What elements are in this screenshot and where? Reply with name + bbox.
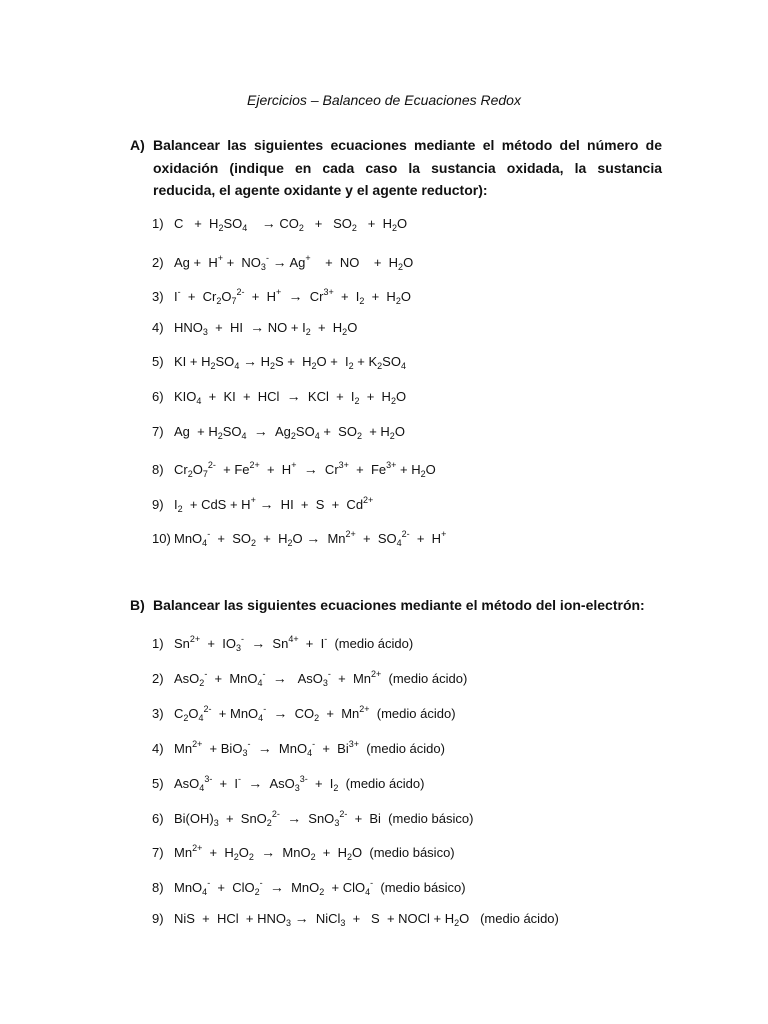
equation-formula: $I_2$ + CdS + H+ → HI + $S + Cd^{2+}$	[174, 494, 374, 514]
equation-formula: $MnO_4^- + SO_2 + H_2O \to Mn^{2+} + SO_4^{2-} + H^+$	[174, 529, 447, 549]
equation-number: 4)	[152, 740, 164, 756]
equation-formula: KI + $H_2SO_4 \to H_2S + H_2O + I_2 + K_2SO_4$	[174, 353, 406, 372]
equation-number: 5)	[152, 775, 164, 791]
section-a-equation-4	[152, 318, 357, 341]
equation-formula: $Mn^{2+} + H_2O_2 \to MnO_2 + H_2O$ (medio básico)	[174, 843, 455, 863]
section-b-equation-7	[152, 839, 455, 866]
equation-number: 2)	[152, 670, 164, 686]
equation-number: 6)	[152, 389, 164, 404]
equation-number: 8)	[152, 462, 164, 478]
equation-formula: NiS + HCl + $HNO_3$ → NiCl$_3$ + S + NOCl + $H_2O$ (medio ácido)	[174, 910, 559, 929]
section-a-heading	[130, 134, 662, 202]
section-b-equation-5	[152, 770, 424, 797]
equation-formula: $Mn^{2+} + BiO_3^- \to MnO_4^- + Bi^{3+}$ (medio ácido)	[174, 738, 445, 758]
equation-number: 7)	[152, 423, 164, 439]
section-a-instructions: Balancear las siguientes ecuaciones mediante el método del número de oxidación (indique en cada caso la sustancia oxidada, la sustancia reducida, el agente oxidante y el agente reductor):	[153, 137, 662, 198]
section-b-equation-9	[152, 909, 559, 932]
equation-formula: $Cr_2O_7^{2-} + Fe^{2+} + H^+ \to Cr^{3+} + Fe^{3+} + H_2O$	[174, 460, 436, 480]
equation-number: 3)	[152, 289, 164, 305]
equation-number: 2)	[152, 254, 164, 270]
equation-formula: $AsO_2^- + MnO_4^- \to AsO_3^- + Mn^{2+}$ (medio ácido)	[174, 668, 468, 688]
equation-formula: $I^- + Cr_2O_7^{2-} + H^+ \to Cr^{3+} + I_2 + H_2O$	[174, 287, 411, 307]
equation-formula: $HNO_3$ + HI → NO + $I_2 + H_2O$	[174, 318, 358, 337]
equation-number: 8)	[152, 880, 164, 896]
equation-formula: $Ag + H_2SO_4 \to Ag_2SO_4 + SO_2 + H_2O$	[174, 422, 405, 441]
section-a-equation-10	[152, 525, 446, 552]
equation-formula: $C + H_2SO_4$ → $CO_2 + SO_2 + H_2O$	[174, 215, 408, 233]
equation-formula: $Sn^{2+} + IO_3^- \to Sn^{4+} + I^-$ (medio ácido)	[174, 634, 414, 653]
section-b-equation-2	[152, 665, 467, 692]
section-b-equation-8	[152, 874, 466, 901]
section-b-letter: B)	[130, 597, 145, 613]
section-a-equation-5	[152, 352, 406, 375]
equation-number: 10)	[152, 531, 171, 547]
equation-number: 4)	[152, 319, 164, 335]
equation-number: 5)	[152, 354, 164, 370]
equation-number: 3)	[152, 705, 164, 721]
equation-formula: $AsO_4^{3-} + I^- \to AsO_3^{3-} + I_2$ (medio ácido)	[174, 773, 425, 793]
section-a-letter: A)	[130, 137, 145, 153]
equation-formula: $C_2O_4^{2-} + MnO_4^- \to CO_2 + Mn^{2+}$ (medio ácido)	[174, 703, 456, 723]
section-a-equation-7	[152, 422, 405, 445]
equation-formula: MnO$_4$- + ClO$_2$- → MnO$_2$ + ClO$_4$- (medio básico)	[174, 878, 466, 898]
equation-formula: $KIO_4$ + KI + HCl → KCl + $I_2 + H_2O$	[174, 388, 407, 406]
section-a-equation-8	[152, 456, 436, 483]
equation-number: 9)	[152, 496, 164, 512]
section-b-heading	[130, 594, 662, 617]
equation-number: 9)	[152, 911, 164, 927]
equation-formula: $Bi(OH)_3 + SnO_2^{2-} \to SnO_3^{2-} + Bi$ (medio básico)	[174, 808, 474, 828]
section-b-equation-3	[152, 700, 456, 727]
equation-number: 1)	[152, 216, 164, 231]
page-title: Ejercicios – Balanceo de Ecuaciones Redox	[247, 92, 521, 108]
equation-number: 7)	[152, 845, 164, 861]
section-a-equation-1	[152, 214, 407, 237]
section-a-equation-3	[152, 283, 411, 310]
equation-number: 1)	[152, 636, 164, 651]
section-b-equation-6	[152, 805, 473, 832]
section-b-instructions: Balancear las siguientes ecuaciones mediante el método del ion-electrón:	[153, 597, 645, 613]
equation-formula: $Ag + H^+ + NO_3^- \to Ag^+$ + NO + $H_2O$	[174, 252, 414, 272]
section-a-equation-6	[152, 387, 406, 410]
section-b-equation-4	[152, 735, 445, 762]
equation-number: 6)	[152, 810, 164, 826]
section-a-equation-2	[152, 249, 413, 276]
section-a-equation-9	[152, 491, 373, 518]
section-b-equation-1	[152, 630, 413, 657]
